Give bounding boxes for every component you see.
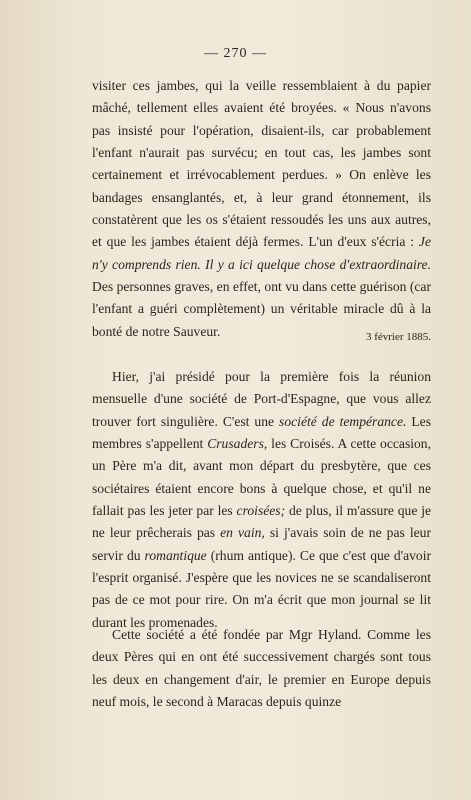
paragraph-2-text-f: (rhum antique). Ce que c'est que d'avoir l'esprit organisé. J'espère que les novices ne se scandaliseront pas de ce mot pour rire. On m'a écrit que mon journal se lit durant les promenades.: [92, 547, 432, 630]
paragraph-1-text-a: visiter ces jambes, qui la veille ressemblaient à du papier mâché, tellement elles avaient été broyées. « Nous n'avons pas insisté pour l'opération, disaient-ils, car probablement l'enfant n'aurait pas survécu; en tout cas, les jambes sont certainement et irrévocablement perdues. » On enlève les bandages ensanglantés, et, à leur grand étonnement, ils constatèrent que les os s'étaient ressoudés les uns aux autres, et que les jambes étaient déjà fermes. L'un d'eux s'écria :: [92, 78, 431, 250]
paragraph-2-italic-a: société de tempérance.: [279, 413, 407, 429]
paragraph-2-italic-c: croisées;: [236, 503, 286, 519]
paragraph-1-italic-quote: Je n'y comprends rien. Il y a ici quelque chose d'extraordinaire.: [92, 234, 431, 272]
paragraph-2-italic-e: romantique: [144, 547, 207, 563]
paragraph-2-text-d: de plus, il m'assure que je ne leur prêcherais pas: [92, 503, 432, 541]
paragraph-2-text-a: Hier, j'ai présidé pour la première fois la réunion mensuelle d'une société de Port-d'Espagne, que vous allez trouver fort singulière. C'est une: [92, 369, 431, 429]
paragraph-2-italic-d: en vain,: [220, 525, 265, 541]
paragraph-2-text-e: si j'avais soin de ne pas leur servir du: [92, 525, 431, 563]
paragraph-2-text-c: les Croisés. A cette occasion, un Père m'a dit, avant mon départ du presbytère, que ces sociétaires étaient encore bons à quelque chose, et qu'il ne fallait pas les jeter par les: [92, 436, 431, 519]
paragraph-2: [92, 366, 431, 634]
paragraph-2-text-b: Les membres s'appellent: [92, 413, 431, 452]
paragraph-3-text: Cette société a été fondée par Mgr Hyland. Comme les deux Pères qui en ont été successivement chargés sont tous les deux en changement d'air, le premier en Europe depuis neuf mois, le second à Maracas depuis quinze: [92, 627, 431, 710]
entry-date: 3 février 1885.: [365, 331, 431, 343]
paragraph-2-italic-b: Crusaders,: [207, 436, 268, 452]
paragraph-1-text-b: Des personnes graves, en effet, ont vu dans cette guérison (car l'enfant a guéri complètement) un véritable miracle dû à la bonté de notre Sauveur.: [92, 279, 431, 339]
paragraph-1: [92, 75, 431, 343]
paragraph-3: [92, 624, 431, 713]
page-number: — 270 —: [204, 46, 267, 61]
